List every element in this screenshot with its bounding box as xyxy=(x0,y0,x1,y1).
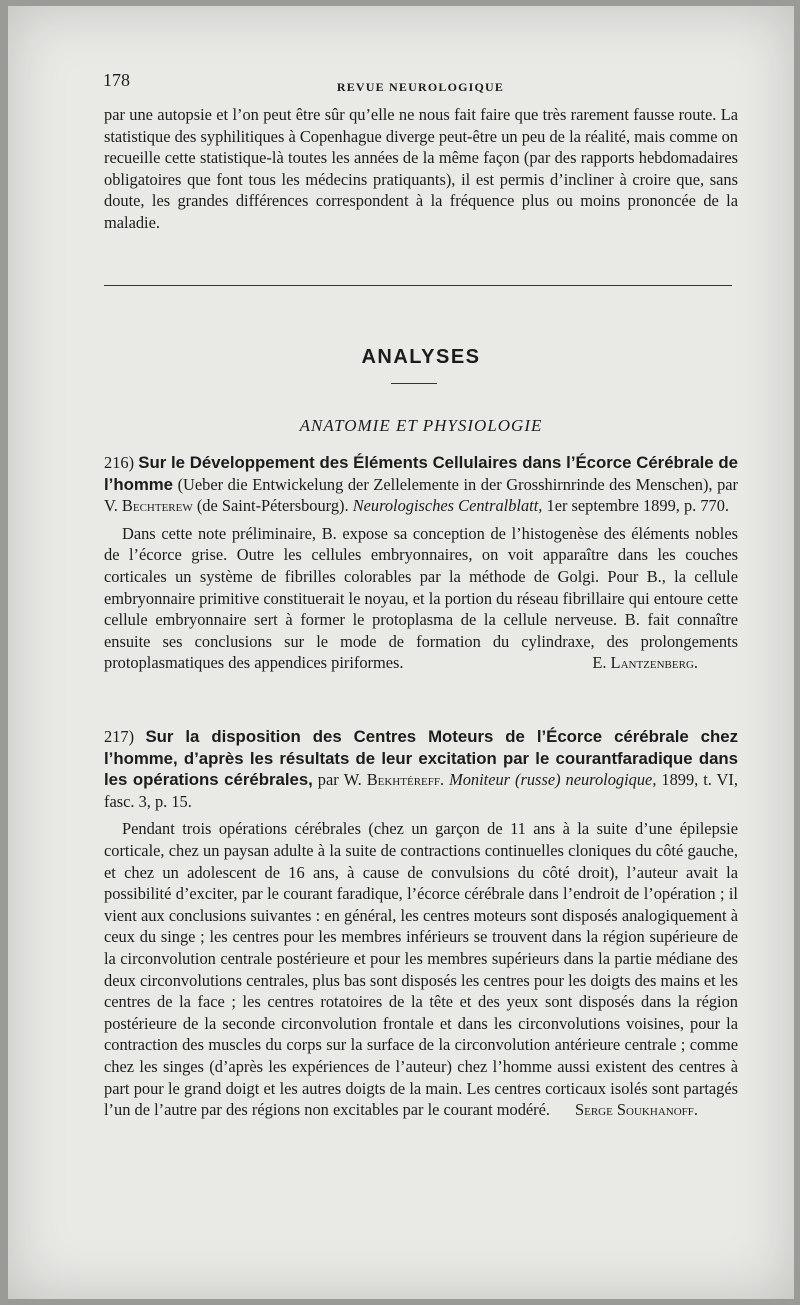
entry-citation: 1er septembre 1899, p. 770. xyxy=(546,496,730,516)
entry-journal: Moniteur (russe) neurologique, xyxy=(449,770,657,790)
section-heading: ANATOMIE ET PHYSIOLOGIE xyxy=(299,416,543,435)
continuation-paragraph: par une autopsie et l’on peut être sûr qu’elle ne nous fait faire que très rarement fausse route. La statistique des syphilitiques à Copenhague diverge peut-être un peu de la réalité, mais comme on recueille cette statistique-là toutes les années de la même façon (par des rapports hebdomadaires obligatoires que font tous les médecins pratiquants), il est permis d’incliner à croire que, sans doute, les grandes différences correspondent à la fréquence plus ou moins prononcée de la maladie. xyxy=(104,105,738,232)
page-header xyxy=(103,70,738,94)
section-divider xyxy=(104,285,732,286)
page-number: 178 xyxy=(103,70,130,90)
entry-number: 217) xyxy=(104,727,135,746)
heading-underline xyxy=(391,383,437,384)
page xyxy=(8,6,794,1299)
analyses-heading: ANALYSES xyxy=(361,346,481,368)
entry-author-prefix: par xyxy=(317,770,339,790)
entry-original-title: (Ueber die Entwickelung der Zellelemente in der Grosshirnrinde des Menschen), par xyxy=(177,474,738,494)
entry-author: W. Bekhtéreff. xyxy=(343,770,445,790)
entry-217 xyxy=(104,726,738,1121)
entry-body: Dans cette note préliminaire, B. expose sa conception de l’histogenèse des éléments nobles de l’écorce grise. Outre les cellules embryonnaires, on voit apparaître dans les couches corticales un système de fibrilles colorables par la méthode de Golgi. Pour B., la cellule embryonnaire primitive constituerait le noyau, et la portion du réseau fibrillaire qui entoure cette cellule embryonnaire sert à former le protoplasma de la cellule nerveuse. B. fait connaître ensuite ses conclusions sur le mode de formation du cylindraxe, des prolongements protoplasmatiques des appendices piriformes. xyxy=(104,523,738,673)
entry-title: Sur la disposition des Centres Moteurs de l’Écorce cérébrale chez l’homme, d’après les résultats de leur excitation par le courantfaradique dans les opérations cérébrales, xyxy=(104,727,738,790)
entry-signature: Serge Soukhanoff. xyxy=(575,1100,698,1120)
running-head: REVUE NEUROLOGIQUE xyxy=(336,80,505,94)
entry-citation: 1899, t. VI, fasc. 3, p. 15. xyxy=(104,770,738,811)
entry-signature: E. Lantzenberg. xyxy=(592,653,698,673)
entry-216 xyxy=(104,452,738,674)
entry-journal: Neurologisches Centralblatt, xyxy=(352,496,543,516)
entry-affiliation: (de Saint-Pétersbourg). xyxy=(196,496,349,516)
entry-title: Sur le Développement des Éléments Cellulaires dans l’Écorce Cérébrale de l’homme xyxy=(104,453,738,494)
entry-body: Pendant trois opérations cérébrales (chez un garçon de 11 ans à la suite d’une épilepsie corticale, chez un paysan adulte à la suite de contractions continuelles cloniques du côté gauche, et chez un adolescent de 16 ans, à cause de convulsions du côté droit), l’auteur avait la possibilité d’exciter, par le courant faradique, l’écorce cérébrale dans l’endroit de l’opération ; il vient aux conclusions suivantes : en général, les centres moteurs sont disposés analogiquement à ceux du singe ; les centres pour les membres inférieurs se trouvent dans la région supérieure de la circonvolution centrale postérieure et pour les membres supérieurs dans la partie médiane des deux circonvolutions centrales, plus bas sont disposés les centres pour les doigts des mains et les centres de la face ; les centres rotatoires de la tête et des yeux sont disposés dans la région postérieure de la seconde circonvolution frontale et dans les circonvolutions voisines, pour la contraction des muscles du corps sur la surface de la circonvolution antérieure centrale ; comme chez les singes (d’après les expériences de l’auteur) chez l’homme aussi existent des centres à part pour le grand doigt et les autres doigts de la main. Les centres corticaux isolés sont partagés l’un de l’autre par des régions non excitables par le courant modéré. xyxy=(104,819,738,1120)
entry-number: 216) xyxy=(104,453,135,472)
entry-author: V. Bechterew xyxy=(104,496,193,516)
